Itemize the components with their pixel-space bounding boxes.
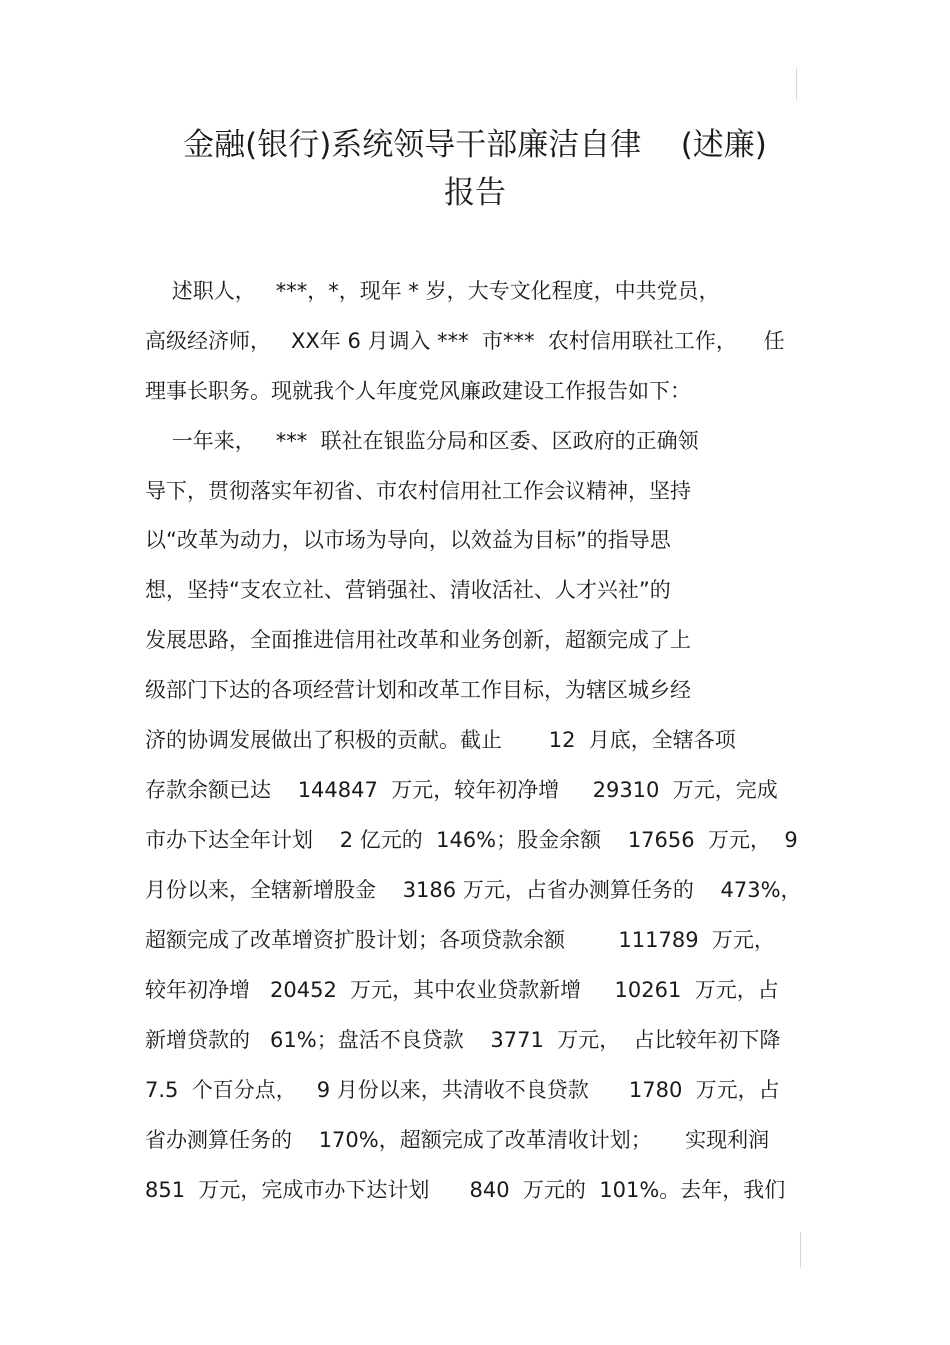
body-line: 市办下达全年计划 2 亿元的 146%；股金余额 17656 万元， 9 [145, 828, 798, 852]
body-line: 月份以来，全辖新增股金 3186 万元，占省办测算任务的 473%， [145, 878, 802, 902]
title-line-1: 金融(银行)系统领导干部廉洁自律 (述廉) [183, 127, 767, 163]
body-line: 导下，贯彻落实年初省、市农村信用社工作会议精神，坚持 [145, 479, 691, 503]
body-line: 新增贷款的 61%；盘活不良贷款 3771 万元， 占比较年初下降 [145, 1028, 781, 1052]
body-line: 述职人， ***，*，现年 * 岁，大专文化程度，中共党员， [145, 279, 720, 303]
body-line: 想，坚持“支农立社、营销强社、清收活社、人才兴社”的 [145, 578, 671, 602]
body-line: 较年初净增 20452 万元，其中农业贷款新增 10261 万元，占 [145, 978, 779, 1002]
body-line: 高级经济师， XX年 6 月调入 *** 市*** 农村信用联社工作， 任 [145, 329, 785, 353]
body-line: 存款余额已达 144847 万元，较年初净增 29310 万元，完成 [145, 778, 778, 802]
body-line: 一年来， *** 联社在银监分局和区委、区政府的正确领 [145, 429, 699, 453]
title-line-2: 报告 [444, 175, 506, 211]
body-line: 济的协调发展做出了积极的贡献。截止 12 月底，全辖各项 [145, 728, 736, 752]
body-line: 7.5 个百分点， 9 月份以来，共清收不良贷款 1780 万元，占 [145, 1078, 780, 1102]
body-line: 以“改革为动力，以市场为导向，以效益为目标”的指导思 [145, 528, 671, 552]
body-line: 发展思路，全面推进信用社改革和业务创新，超额完成了上 [145, 628, 691, 652]
body-line: 超额完成了改革增资扩股计划；各项贷款余额 111789 万元， [145, 928, 775, 952]
body-line: 省办测算任务的 170%，超额完成了改革清收计划； 实现利润 [145, 1128, 770, 1152]
page-corner-mark-bottom [800, 1232, 801, 1268]
body-line: 级部门下达的各项经营计划和改革工作目标，为辖区城乡经 [145, 678, 691, 702]
body-line: 851 万元，完成市办下达计划 840 万元的 101%。去年，我们 [145, 1178, 786, 1202]
page-corner-mark-top [796, 68, 797, 100]
body-line: 理事长职务。现就我个人年度党风廉政建设工作报告如下： [145, 379, 691, 403]
